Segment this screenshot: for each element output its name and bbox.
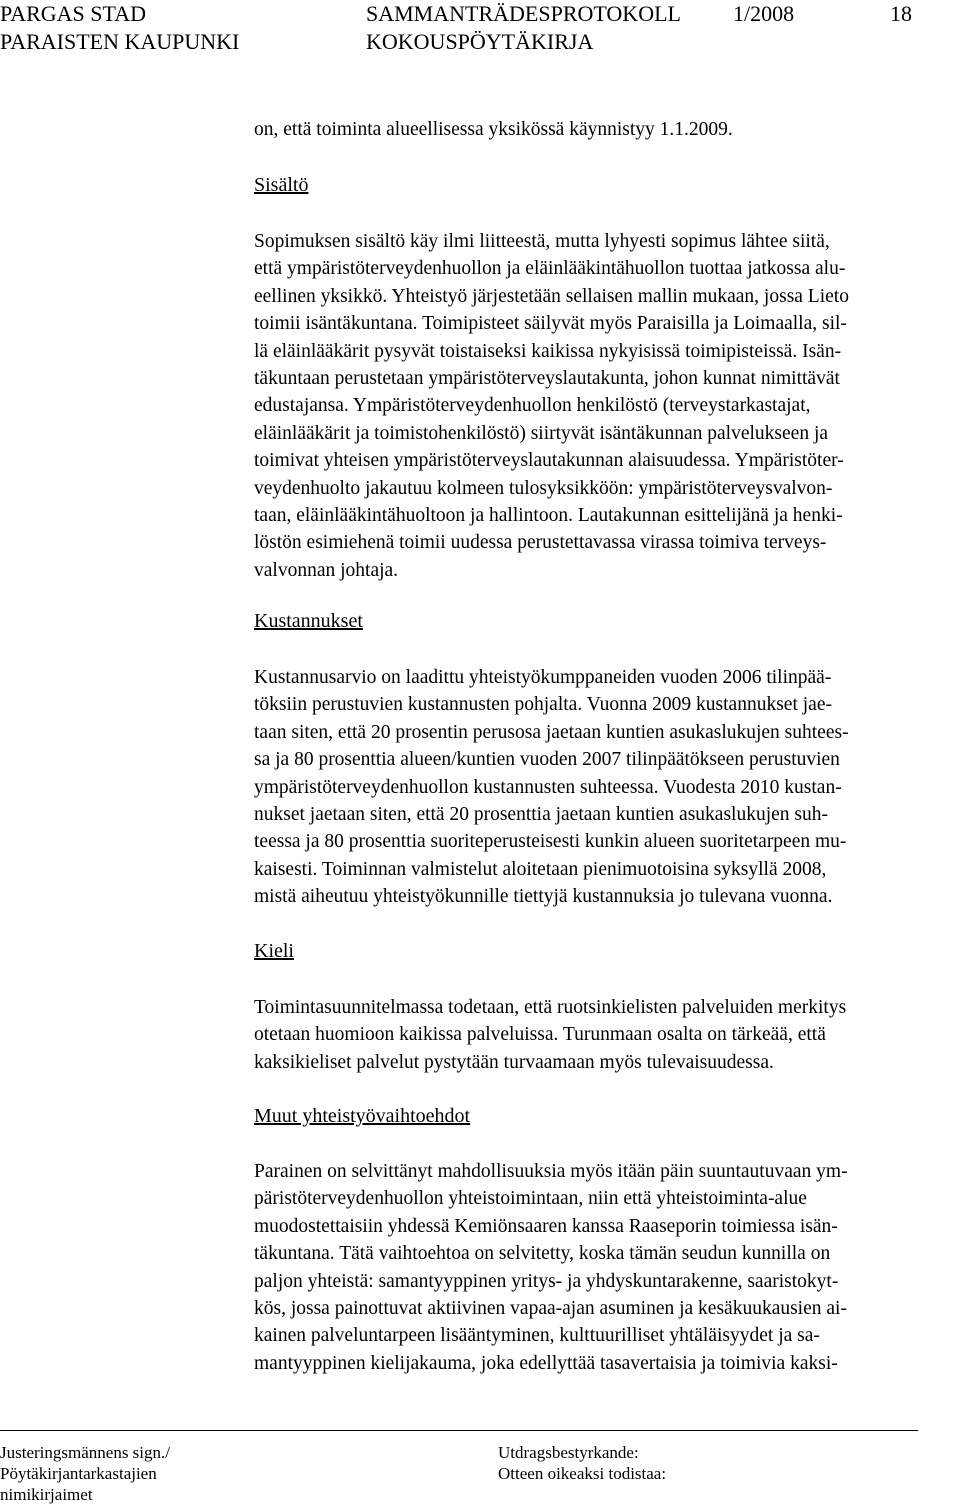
text-line: taan siten, että 20 prosentin perusosa jaetaan kuntien asukaslukujen suhtees- xyxy=(254,721,849,743)
text-line: ympäristöterveydenhuollon kustannusten suhteessa. Vuodesta 2010 kustan- xyxy=(254,776,842,798)
footer-divider xyxy=(0,1430,918,1431)
text-line: valvonnan johtaja. xyxy=(254,559,399,581)
text-line: täkuntana. Tätä vaihtoehtoa on selvitetty, koska tämän seudun kunnilla on xyxy=(254,1243,831,1265)
text-line: päristöterveydenhuollon yhteistoimintaan, niin että yhteistoiminta-alue xyxy=(254,1188,807,1210)
section-heading-muut-yhteistyovaihtoehdot: Muut yhteistyövaihtoehdot xyxy=(254,1105,471,1127)
header-org-fi: PARAISTEN KAUPUNKI xyxy=(0,29,240,54)
intro-line: on, että toiminta alueellisessa yksikössä käynnistyy 1.1.2009. xyxy=(254,119,733,140)
header-page-number: 18 xyxy=(890,1,912,26)
text-line: nukset jaetaan siten, että 20 prosenttia jaetaan kuntien asukaslukujen suh- xyxy=(254,804,828,826)
header-number: 1/2008 xyxy=(733,1,795,26)
header-org-sv: PARGAS STAD xyxy=(0,1,146,26)
text-line: töksiin perustuvien kustannusten pohjalta. Vuonna 2009 kustannukset jae- xyxy=(254,694,832,716)
text-line: veydenhuolto jakautuu kolmeen tulosyksikköön: ympäristöterveysvalvon- xyxy=(254,477,833,499)
section-body-kustannukset xyxy=(254,664,954,911)
text-line: paljon yhteistä: samantyyppinen yritys- ja yhdyskuntarakenne, saaristokyt- xyxy=(254,1270,839,1292)
text-line: että ympäristöterveydenhuollon ja eläinlääkintähuollon tuottaa jatkossa alu- xyxy=(254,258,846,280)
text-line: löstön esimiehenä toimii uudessa perustettavassa virassa toimiva terveys- xyxy=(254,532,827,554)
text-line: teessa ja 80 prosenttia suoriteperusteisesti kunkin alueen suoritetarpeen mu- xyxy=(254,831,847,853)
text-line: mistä aiheutuu yhteistyökunnille tiettyjä kustannuksia jo tulevana vuonna. xyxy=(254,886,833,908)
section-body-sisalto xyxy=(254,228,954,584)
header-org xyxy=(0,0,239,56)
footer-signature-label-sv: Justeringsmännens sign./ xyxy=(0,1443,170,1462)
intro-paragraph xyxy=(254,116,954,143)
footer-signature-label-fi-2: nimikirjaimet xyxy=(0,1485,93,1504)
header-doc-sv: SAMMANTRÄDESPROTOKOLL xyxy=(366,1,681,26)
section-heading-sisalto: Sisältö xyxy=(254,174,309,196)
text-line: mantyyppinen kielijakauma, joka edellyttää tasavertaisia ja toimivia kaksi- xyxy=(254,1352,838,1374)
footer-certification-label-sv: Utdragsbestyrkande: xyxy=(498,1443,639,1462)
section-body-muut-yhteistyovaihtoehdot xyxy=(254,1158,954,1377)
text-line: otetaan huomioon kaikissa palveluissa. Turunmaan osalta on tärkeää, että xyxy=(254,1024,826,1046)
text-line: eellinen yksikkö. Yhteistyö järjestetään sellaisen mallin mukaan, jossa Lieto xyxy=(254,285,849,307)
footer-certification-label-fi: Otteen oikeaksi todistaa: xyxy=(498,1464,667,1483)
text-line: toimivat yhteisen ympäristöterveyslautakunnan alaisuudessa. Ympäristöter- xyxy=(254,450,844,472)
text-line: toimii isäntäkuntana. Toimipisteet säilyvät myös Paraisilla ja Loimaalla, sil- xyxy=(254,313,847,335)
text-line: muodostettaisiin yhdessä Kemiönsaaren kanssa Raaseporin toimiessa isän- xyxy=(254,1215,838,1237)
header-doc xyxy=(366,0,681,56)
footer-signature-block xyxy=(0,1442,170,1505)
footer-certification-block xyxy=(498,1442,666,1484)
footer-signature-label-fi: Pöytäkirjantarkastajien xyxy=(0,1464,157,1483)
text-line: sa ja 80 prosenttia alueen/kuntien vuoden 2007 tilinpäätökseen perustuvien xyxy=(254,749,840,771)
text-line: Parainen on selvittänyt mahdollisuuksia myös itään päin suuntautuvaan ym- xyxy=(254,1161,848,1182)
text-line: eläinlääkärit ja toimistohenkilöstö) siirtyvät isäntäkunnan palvelukseen ja xyxy=(254,422,829,444)
text-line: Kustannusarvio on laadittu yhteistyökumppaneiden vuoden 2006 tilinpää- xyxy=(254,667,832,688)
text-line: edustajansa. Ympäristöterveydenhuollon henkilöstö (terveystarkastajat, xyxy=(254,395,811,417)
text-line: kaisesti. Toiminnan valmistelut aloitetaan pienimuotoisina syksyllä 2008, xyxy=(254,858,827,880)
text-line: Sopimuksen sisältö käy ilmi liitteestä, mutta lyhyesti sopimus lähtee siitä, xyxy=(254,231,830,252)
text-line: kös, jossa painottuvat aktiivinen vapaa-ajan asuminen ja kesäkuukausien ai- xyxy=(254,1298,847,1320)
text-line: täkuntaan perustetaan ympäristöterveyslautakunta, johon kunnat nimittävät xyxy=(254,368,840,390)
text-line: taan, eläinlääkintähuoltoon ja hallintoon. Lautakunnan esittelijänä ja henki- xyxy=(254,505,843,527)
text-line: Toimintasuunnitelmassa todetaan, että ruotsinkielisten palveluiden merkitys xyxy=(254,997,847,1018)
section-body-kieli xyxy=(254,994,954,1076)
text-line: lä eläinlääkärit pysyvät toistaiseksi kaikissa nykyisissä toimipisteissä. Isän- xyxy=(254,340,842,362)
section-heading-kustannukset: Kustannukset xyxy=(254,610,363,632)
section-heading-kieli: Kieli xyxy=(254,940,294,962)
header-doc-fi: KOKOUSPÖYTÄKIRJA xyxy=(366,29,594,54)
text-line: kaksikieliset palvelut pystytään turvaamaan myös tulevaisuudessa. xyxy=(254,1051,774,1073)
text-line: kainen palveluntarpeen lisääntyminen, kulttuurilliset yhtäläisyydet ja sa- xyxy=(254,1325,820,1347)
